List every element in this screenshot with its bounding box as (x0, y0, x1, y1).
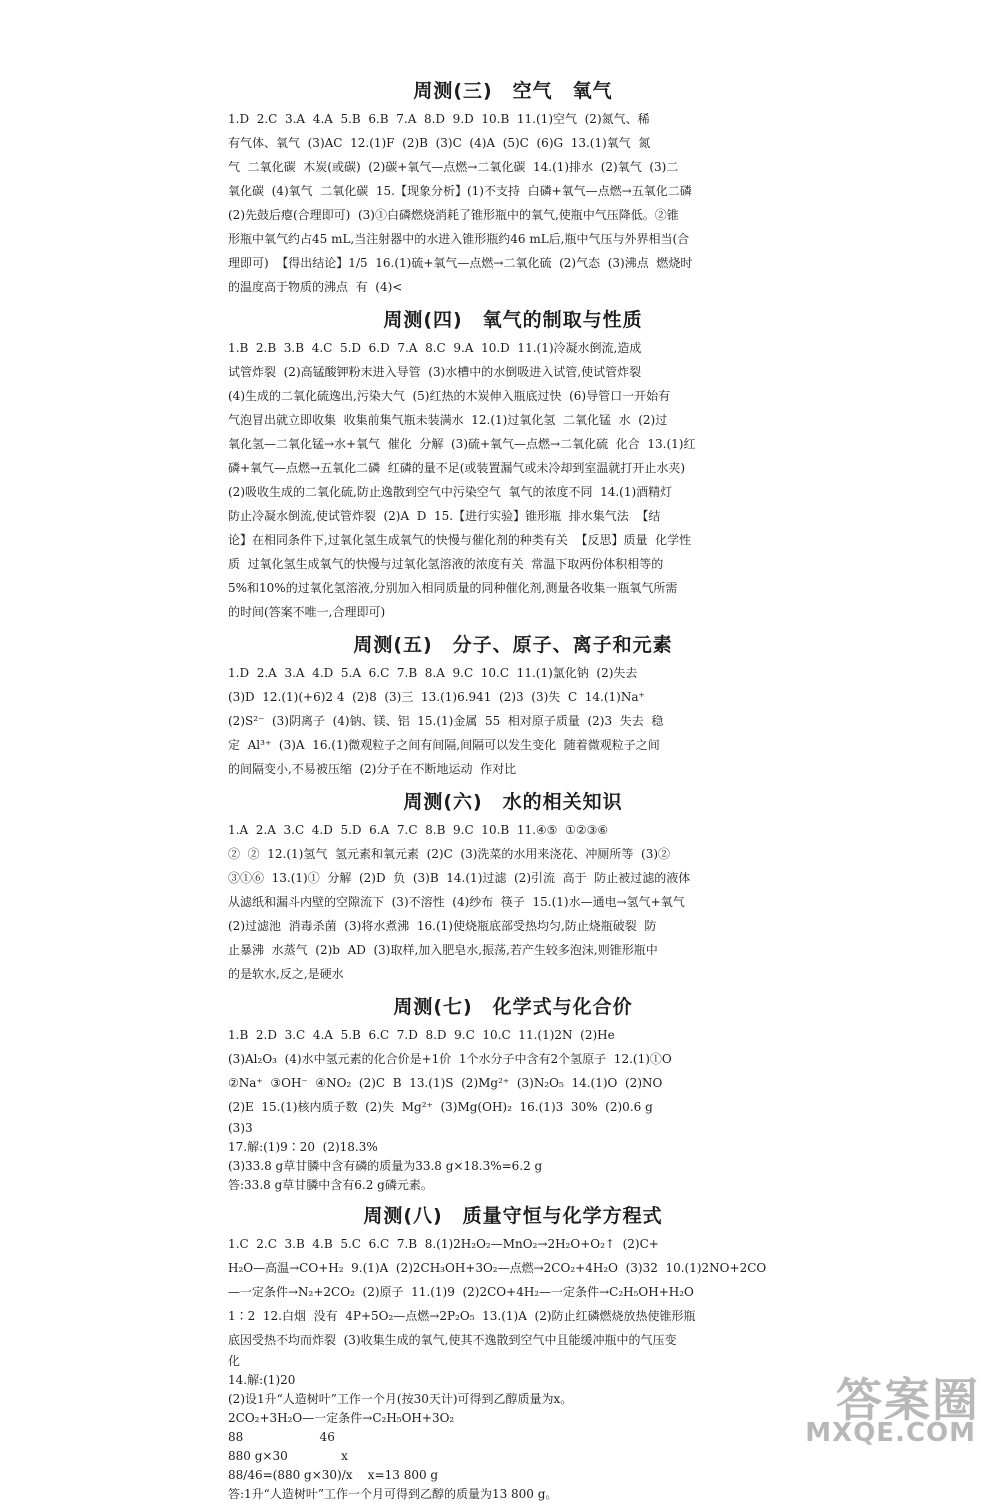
answer-line: 14.解:(1)20 (228, 1373, 296, 1387)
answer-line: (3)3 (228, 1121, 253, 1135)
answer-line: —一定条件→N₂+2CO₂ (2)原子 11.(1)9 (2)2CO+4H₂—一定条件→C₂H₅OH+H₂O (228, 1285, 694, 1299)
answer-page (228, 70, 798, 1504)
section-title: 周测(五) 分子、原子、离子和元素 (353, 634, 673, 656)
answer-line: (2)E 15.(1)核内质子数 (2)失 Mg²⁺ (3)Mg(OH)₂ 16.(1)3 30% (2)0.6 g (228, 1100, 653, 1114)
answer-line: 防止冷凝水倒流,使试管炸裂 (2)A D 15.【进行实验】锥形瓶 排水集气法 【结 (228, 509, 661, 523)
answer-line: 88/46=(880 g×30)/x x=13 800 g (228, 1468, 439, 1482)
answer-line: 氧化氢—二氧化锰→水+氧气 催化 分解 (3)硫+氧气—点燃→二氧化硫 化合 13.(1)红 (228, 437, 696, 451)
section-body (228, 336, 798, 624)
section-7 (228, 992, 798, 1195)
answer-line: (3)Al₂O₃ (4)水中氢元素的化合价是+1价 1个水分子中含有2个氢原子 12.(1)①O (228, 1052, 672, 1066)
answer-line: ②Na⁺ ③OH⁻ ④NO₂ (2)C B 13.(1)S (2)Mg²⁺ (3)N₂O₅ 14.(1)O (2)NO (228, 1076, 663, 1090)
answer-line: 理即可) 【得出结论】1/5 16.(1)硫+氧气—点燃→二氧化硫 (2)气态 (3)沸点 燃烧时 (228, 256, 693, 270)
answer-line: 有气体、氧气 (3)AC 12.(1)F (2)B (3)C (4)A (5)C (6)G 13.(1)氧气 氮 (228, 136, 651, 150)
answer-line: 1.B 2.D 3.C 4.A 5.B 6.C 7.D 8.D 9.C 10.C 11.(1)2N (2)He (228, 1028, 615, 1042)
answer-line: 论】在相同条件下,过氧化氢生成氧气的快慢与催化剂的种类有关 【反思】质量 化学性 (228, 533, 692, 547)
section-body (228, 818, 798, 986)
answer-line: H₂O—高温→CO+H₂ 9.(1)A (2)2CH₃OH+3O₂—点燃→2CO₂+4H₂O (3)32 10.(1)2NO+2CO (228, 1261, 767, 1275)
answer-line: 1.D 2.A 3.A 4.D 5.A 6.C 7.B 8.A 9.C 10.C 11.(1)氯化钠 (2)失去 (228, 666, 638, 680)
answer-line: (2)过滤池 消毒杀菌 (3)将水煮沸 16.(1)使烧瓶底部受热均匀,防止烧瓶破裂 防 (228, 919, 657, 933)
answer-line: 的是软水,反之,是硬水 (228, 967, 344, 981)
answer-line: (2)吸收生成的二氧化硫,防止逸散到空气中污染空气 氧气的浓度不同 14.(1)酒精灯 (228, 485, 673, 499)
answer-line: 2CO₂+3H₂O—一定条件→C₂H₅OH+3O₂ (228, 1411, 455, 1425)
section-body (228, 107, 798, 299)
answer-line: 的时间(答案不唯一,合理即可) (228, 605, 386, 619)
section-title: 周测(四) 氧气的制取与性质 (383, 309, 643, 331)
answer-line: (2)先鼓后瘪(合理即可) (3)①白磷燃烧消耗了锥形瓶中的氧气,使瓶中气压降低。②锥 (228, 208, 679, 222)
answer-line: 氧化碳 (4)氧气 二氧化碳 15.【现象分析】(1)不支持 白磷+氧气—点燃→五氧化二磷 (228, 184, 692, 198)
answer-line: 从滤纸和漏斗内壁的空隙流下 (3)不溶性 (4)纱布 筷子 15.(1)水—通电→氢气+氧气 (228, 895, 685, 909)
answer-line: ② ② 12.(1)氢气 氢元素和氧元素 (2)C (3)洗菜的水用来浇花、冲厕所等 (3)② (228, 847, 671, 861)
answer-line: 1.B 2.B 3.B 4.C 5.D 6.D 7.A 8.C 9.A 10.D 11.(1)冷凝水倒流,造成 (228, 341, 642, 355)
answer-line: 磷+氧气—点燃→五氧化二磷 红磷的量不足(或装置漏气或未冷却到室温就打开止水夹) (228, 461, 686, 475)
section-4 (228, 305, 798, 624)
answer-line: 88 46 (228, 1430, 335, 1444)
answer-line: 1.C 2.C 3.B 4.B 5.C 6.C 7.B 8.(1)2H₂O₂—MnO₂→2H₂O+O₂↑ (2)C+ (228, 1237, 659, 1251)
watermark-url: MXQE.COM (805, 1418, 976, 1448)
answer-line: 止暴沸 水蒸气 (2)b AD (3)取样,加入肥皂水,振荡,若产生较多泡沫,则锥形瓶中 (228, 943, 658, 957)
section-5 (228, 630, 798, 781)
watermark-logo (796, 1364, 986, 1448)
section-6 (228, 787, 798, 986)
answer-line: 的间隔变小,不易被压缩 (2)分子在不断地运动 作对比 (228, 762, 517, 776)
answer-line: 17.解:(1)9∶20 (2)18.3% (228, 1140, 378, 1154)
section-title: 周测(六) 水的相关知识 (403, 791, 623, 813)
section-title: 周测(八) 质量守恒与化学方程式 (363, 1205, 663, 1227)
section-3 (228, 76, 798, 299)
answer-line: 5%和10%的过氧化氢溶液,分别加入相同质量的同种催化剂,测量各收集一瓶氧气所需 (228, 581, 678, 595)
answer-line: 气泡冒出就立即收集 收集前集气瓶未装满水 12.(1)过氧化氢 二氧化锰 水 (2)过 (228, 413, 668, 427)
answer-line: 试管炸裂 (2)高锰酸钾粉末进入导管 (3)水槽中的水倒吸进入试管,使试管炸裂 (228, 365, 642, 379)
answer-line: 答:1升“人造树叶”工作一个月可得到乙醇的质量为13 800 g。 (228, 1487, 558, 1501)
answer-line: 1.A 2.A 3.C 4.D 5.D 6.A 7.C 8.B 9.C 10.B 11.④⑤ ①②③⑥ (228, 823, 609, 837)
answer-line: ③①⑥ 13.(1)① 分解 (2)D 负 (3)B 14.(1)过滤 (2)引流 高于 防止被过滤的液体 (228, 871, 691, 885)
section-body (228, 1023, 798, 1195)
section-title: 周测(七) 化学式与化合价 (393, 996, 633, 1018)
answer-line: 880 g×30 x (228, 1449, 348, 1463)
answer-line: (3)D 12.(1)(+6)2 4 (2)8 (3)三 13.(1)6.941 (2)3 (3)失 C 14.(1)Na⁺ (228, 690, 645, 704)
section-body (228, 1232, 798, 1504)
watermark-title: 答案圈 (836, 1373, 980, 1427)
answer-line: (2)设1升“人造树叶”工作一个月(按30天计)可得到乙醇质量为x。 (228, 1392, 573, 1406)
answer-line: (4)生成的二氧化硫逸出,污染大气 (5)红热的木炭伸入瓶底过快 (6)导管口一开始有 (228, 389, 671, 403)
section-title: 周测(三) 空气 氧气 (413, 80, 613, 102)
answer-line: 底因受热不均而炸裂 (3)收集生成的氧气,使其不逸散到空气中且能缓冲瓶中的气压变 (228, 1333, 677, 1347)
answer-line: 气 二氧化碳 木炭(或碳) (2)碳+氧气—点燃→二氧化碳 14.(1)排水 (2)氧气 (3)二 (228, 160, 679, 174)
answer-line: 化 (228, 1354, 241, 1368)
answer-line: (3)33.8 g草甘膦中含有磷的质量为33.8 g×18.3%=6.2 g (228, 1159, 543, 1173)
answer-line: 定 Al³⁺ (3)A 16.(1)微观粒子之间有间隔,间隔可以发生变化 随着微观粒子之间 (228, 738, 660, 752)
answer-line: 质 过氧化氢生成氧气的快慢与过氧化氢溶液的浓度有关 常温下取两份体积相等的 (228, 557, 664, 571)
answer-line: 1.D 2.C 3.A 4.A 5.B 6.B 7.A 8.D 9.D 10.B 11.(1)空气 (2)氮气、稀 (228, 112, 650, 126)
answer-line: 1∶2 12.白烟 没有 4P+5O₂—点燃→2P₂O₅ 13.(1)A (2)防止红磷燃烧放热使锥形瓶 (228, 1309, 696, 1323)
answer-line: 的温度高于物质的沸点 有 (4)< (228, 280, 403, 294)
answer-line: 答:33.8 g草甘膦中含有6.2 g磷元素。 (228, 1178, 433, 1192)
answer-line: 形瓶中氧气约占45 mL,当注射器中的水进入锥形瓶约46 mL后,瓶中气压与外界相当(合 (228, 232, 690, 246)
section-body (228, 661, 798, 781)
section-8 (228, 1201, 798, 1504)
answer-line: (2)S²⁻ (3)阴离子 (4)钠、镁、铝 15.(1)金属 55 相对原子质量 (2)3 失去 稳 (228, 714, 664, 728)
